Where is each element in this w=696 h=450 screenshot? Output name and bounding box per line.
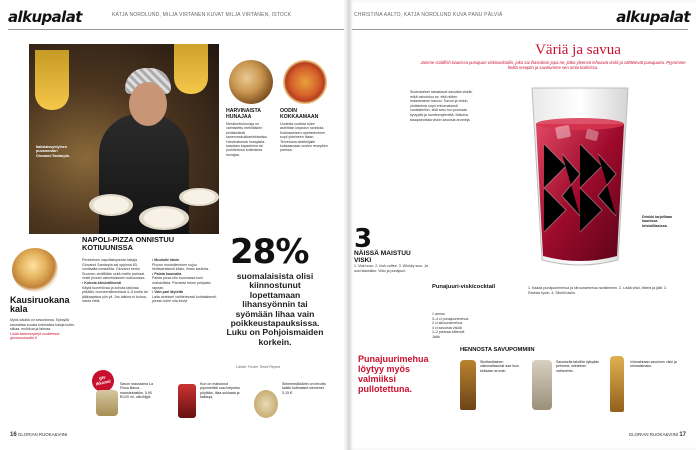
chef-photo [29, 44, 219, 234]
lamp-shape [35, 50, 69, 110]
credit-line: KATJA NORDLUND, MILJA VIRTANEN KUVAT MILJA VIRTANEN, ISTOCK [112, 12, 292, 18]
bottle-image [460, 360, 476, 410]
article-title: Väriä ja savua [535, 42, 621, 58]
pull-quote: Punajuurimehua löytyy myös valmiiksi pullotettuna. [358, 354, 429, 394]
bottle-text: Savuisella tahdilla nykyään pehmeä, mieleinen vaihtoehto. [556, 360, 600, 373]
fish-dish-image [12, 248, 58, 292]
recipe-items: 1 annos 3–4 cl punajuurimehua 2 cl sitruunamehua 4 cl savuista viskiä 1–2 pisaraa bittersiä Jäitä [432, 312, 469, 339]
bottle-image [610, 356, 624, 412]
pizza-tip-text: Käytä tuorehiivaa ja kohota taikinaa pitkään: huoneenlämmössä 4–5 tuntia tai jääkaapissa yön yli. Jos taikina ei kohoa, odota vielä. [82, 285, 148, 304]
brand-logo: alkupalat [8, 8, 82, 26]
oodi-image [283, 60, 327, 104]
glass-caption: Drinkki tarjoillaan kaunissa kristallilasissa. [642, 215, 673, 228]
product-image [96, 390, 118, 416]
plate [89, 194, 133, 216]
product-image [178, 384, 196, 418]
folio-label: GLORIAN RUOKA&VIINI [17, 432, 68, 437]
recipe-title: Punajuuri-viskicocktail [432, 284, 496, 290]
article-body-text: Suomalaiset rakastavat savuista viskiä, mikä vahvistuu se, että niiden maistaminen kasvoi. Savun ja viskin yhdistelmä sopii erinomaisesti cocktaileihin, sillä savu tuo juomaan syvyyttä ja luonteenpiirrettä. Makeus tasapainottaa viskin savuisia aromeja. [410, 90, 473, 122]
pizza-tip-heading: • Vain pari täytettä [152, 290, 184, 295]
pizza-col-1 [82, 258, 148, 304]
folio-label: GLORIAN RUOKA&VIINI [628, 432, 679, 437]
bottle-image [532, 360, 552, 410]
cocktail-glass [526, 84, 634, 270]
pizza-section-title: NAPOLI-PIZZA ONNISTUU KOTIUUNISSA [82, 235, 175, 252]
chef-face [129, 82, 167, 126]
article-body [410, 90, 478, 122]
credit-line: CHRISTINA AALTO, KATJA NORDLUND KUVA PANU PÄLVIÄ [354, 12, 503, 18]
spread-gutter [344, 0, 352, 450]
promo-badge: gtv ikkuna! [90, 368, 116, 394]
side-item-title: OODIN KOKKAAMAAN [280, 108, 319, 120]
product-text: Savon maustama La Finca Barca -maustekastike, 5,90 €/120 ml, oliiviöljyä. [120, 382, 153, 400]
recipe-method-text: 1. Kaada punajuurimehua ja sitruunamehua ravistimeen. 2. Lisää viski, bitters ja jäät. 3. Ravista hyvin. 4. Siivilöi lasiin. [528, 286, 668, 295]
side-item-honey [226, 60, 276, 157]
hennosta-title: HENNOSTA SAVUPOMMIIN [460, 347, 535, 353]
page-folio [629, 432, 686, 438]
side-item-text: Uudesta oodista tulee asteittain kirjaston ravintola. Kokkaamisen opetteleminen sopii yhteiseen tilaan. Tervetuloa aloittelijalle kokkaamaan uusien reseptien parissa. [280, 122, 328, 153]
side-item-text: Mesikontiohunaja on valmistettu mehiläisten keräämästä kanervankukkaniektarista. Harvinaisesta hunajasta saadaan kapseleina tai purkitettuna kotimaista hunajaa. [226, 122, 268, 157]
product-text: Kun on maistunut pipomettää uusi helpotus pöytään, tilaa suklaata ja kakkuja. [200, 382, 240, 400]
pizza-tip-heading: • Paista kuumalla [152, 271, 182, 276]
season-text: Myös kalalla on sesonkinsa. Syksyllä kannattaa suosia kotimaisia kaloja kuten siikaa, muikkua ja lahnaa. [10, 318, 75, 332]
recipe-method [528, 286, 678, 295]
page-number: 16 [10, 432, 17, 438]
product-row [82, 378, 342, 428]
bottle-text: Skotlantilainen viskimallasviski saa ison kirkkaan aromin. [480, 360, 519, 373]
side-item-title: HARVINAISTA HUNAJAA [226, 108, 261, 120]
product-text: Siemennäkkäriin on leivottu kaikki kotimaiset siemenet, 3,15 €. [282, 382, 326, 395]
bottle-text: Voimakkaan savuinen viski ja ominaismaku. [630, 360, 677, 369]
stat-percent: 28% [230, 232, 309, 272]
product-image [254, 390, 278, 418]
lamp-shape [174, 44, 208, 94]
season-link[interactable]: Lisää kalareseptejä osoitteesta gloriaruokaviini.fi [10, 331, 60, 341]
liquor-items: 1. Viski sour. 2. Irish coffee. 3. Whisky sour. Ja uusi klassikko: Viski ja punajuuri. [354, 264, 428, 273]
article-lead: Jamme Goldfish-baarissa punajuuri-viskicocktailin, joka sai ihastuksin jopa ne, jotka yleensä inhoavat viskit ja välttelevät punajuurta. Pyysimme heiltä reseptin ja savelumme sen omia kotiisissa. [420, 60, 686, 71]
right-page [348, 0, 696, 450]
honey-image [229, 60, 273, 104]
pizza-tip-heading: • Muotoile käsin [152, 258, 180, 262]
page-folio [10, 432, 67, 438]
season-text-block [10, 318, 76, 341]
pizza-col-2 [152, 258, 218, 304]
liquor-number: 3 [354, 224, 373, 254]
brand-logo: alkupalat [616, 8, 690, 26]
pizza-intro: Perinteisen napolilaispizzan taitaja Giovanni Santarpia sai oppinsa 83-vuotiaalta mestarilta. Giovanni kertoi Suomen-visiitillään sekä meille parhaat vinkit pizzan valmistukseen kotiuunissa. [82, 258, 146, 281]
liquor-box [354, 224, 428, 273]
pizza-tip-text: Pizzan muotoileminen sujuu hellävaraisesti käsin, ilman kaulinta. [152, 262, 210, 272]
stat-text: suomalaisista olisi kiinnostunut lopettamaan lihansyönnin tai syömään lihaa vain poikkeustapauksissa. Luku on Pohjoismaiden korkein. [226, 271, 324, 347]
pizza-tip-text: Paista pizza niin kuumassa kuin mahdollista. Pizzakivi tekee pohjasta rapean. [152, 276, 211, 290]
header-rule [8, 29, 344, 30]
liquor-title: NÄISSÄ MAISTUU VISKI [354, 250, 411, 264]
chef-caption: Italialaissyntyinen pizzamestari Giovanni Santarpia. [36, 145, 70, 158]
side-item-oodi [280, 60, 330, 153]
pizza-tip-text: Laita ainekset vaihtelevasti kohtalaisesti, pizzan tulee olla kevyt. [152, 294, 217, 304]
pizza-tip-heading: • Kohota kärsivällisesti [82, 280, 122, 285]
season-title: Kausiruokana kala [10, 295, 70, 314]
header-rule [352, 29, 688, 30]
stat-source: Lähde: Foster Trend Report [236, 365, 281, 369]
page-number: 17 [679, 432, 686, 438]
plate [179, 188, 219, 206]
plate [139, 206, 189, 230]
